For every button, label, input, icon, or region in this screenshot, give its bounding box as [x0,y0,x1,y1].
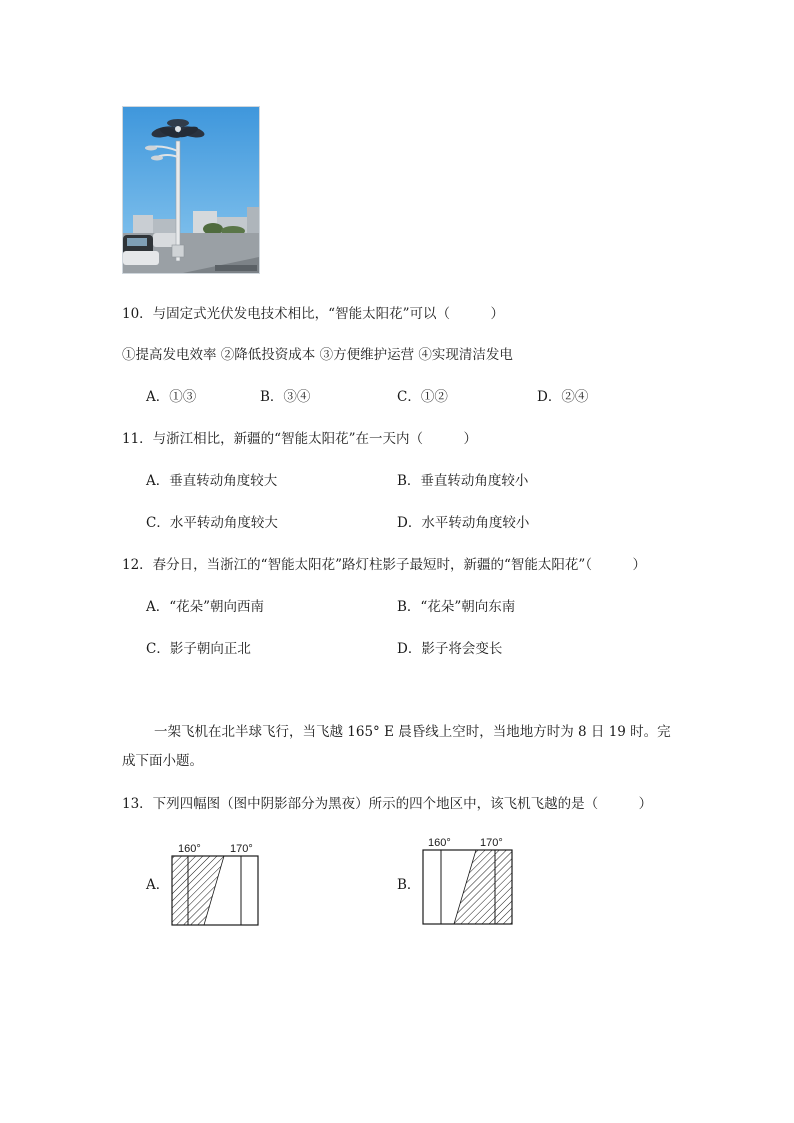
q12-option-c: C．影子朝向正北 [146,641,251,657]
sunflower-lamp-illustration [123,107,259,273]
q12-stem: 12．春分日，当浙江的“智能太阳花”路灯柱影子最短时，新疆的“智能太阳花”（ ） [122,557,647,573]
q12-option-a: A．“花朵”朝向西南 [146,599,265,615]
q10-option-a: A．①③ [146,389,197,405]
q11-option-d: D．水平转动角度较小 [397,515,530,531]
q12-option-b: B．“花朵”朝向东南 [397,599,516,615]
sunflower-photo [122,106,260,274]
q10-items: ①提高发电效率 ②降低投资成本 ③方便维护运营 ④实现清洁发电 [122,347,513,363]
q13-fig-b-label: B． [397,877,421,893]
fig-b-lon-right: 170° [480,837,503,849]
q11-stem: 11．与浙江相比，新疆的“智能太阳花”在一天内（ ） [122,431,477,447]
q10-stem: 10．与固定式光伏发电技术相比，“智能太阳花”可以（ ） [122,306,504,322]
q13-figure-b [418,832,518,928]
fig-a-lon-right: 170° [230,843,253,855]
q11-option-c: C．水平转动角度较大 [146,515,278,531]
passage-line-2: 成下面小题。 [122,753,203,769]
q13-stem: 13．下列四幅图（图中阴影部分为黑夜）所示的四个地区中，该飞机飞越的是（ ） [122,796,653,812]
q11-option-b: B．垂直转动角度较小 [397,473,529,489]
q10-option-c: C．①② [397,389,448,405]
q13-figure-a [164,838,264,930]
q11-option-a: A．垂直转动角度较大 [146,473,278,489]
fig-a-lon-left: 160° [178,843,201,855]
q13-fig-a-label: A． [146,877,170,893]
passage-line-1: 一架飞机在北半球飞行，当飞越 165° E 晨昏线上空时，当地地方时为 8 日 19 时。完 [154,724,671,740]
q10-option-b: B．③④ [260,389,311,405]
fig-b-lon-left: 160° [428,837,451,849]
q10-option-d: D．②④ [537,389,589,405]
q12-option-d: D．影子将会变长 [397,641,503,657]
